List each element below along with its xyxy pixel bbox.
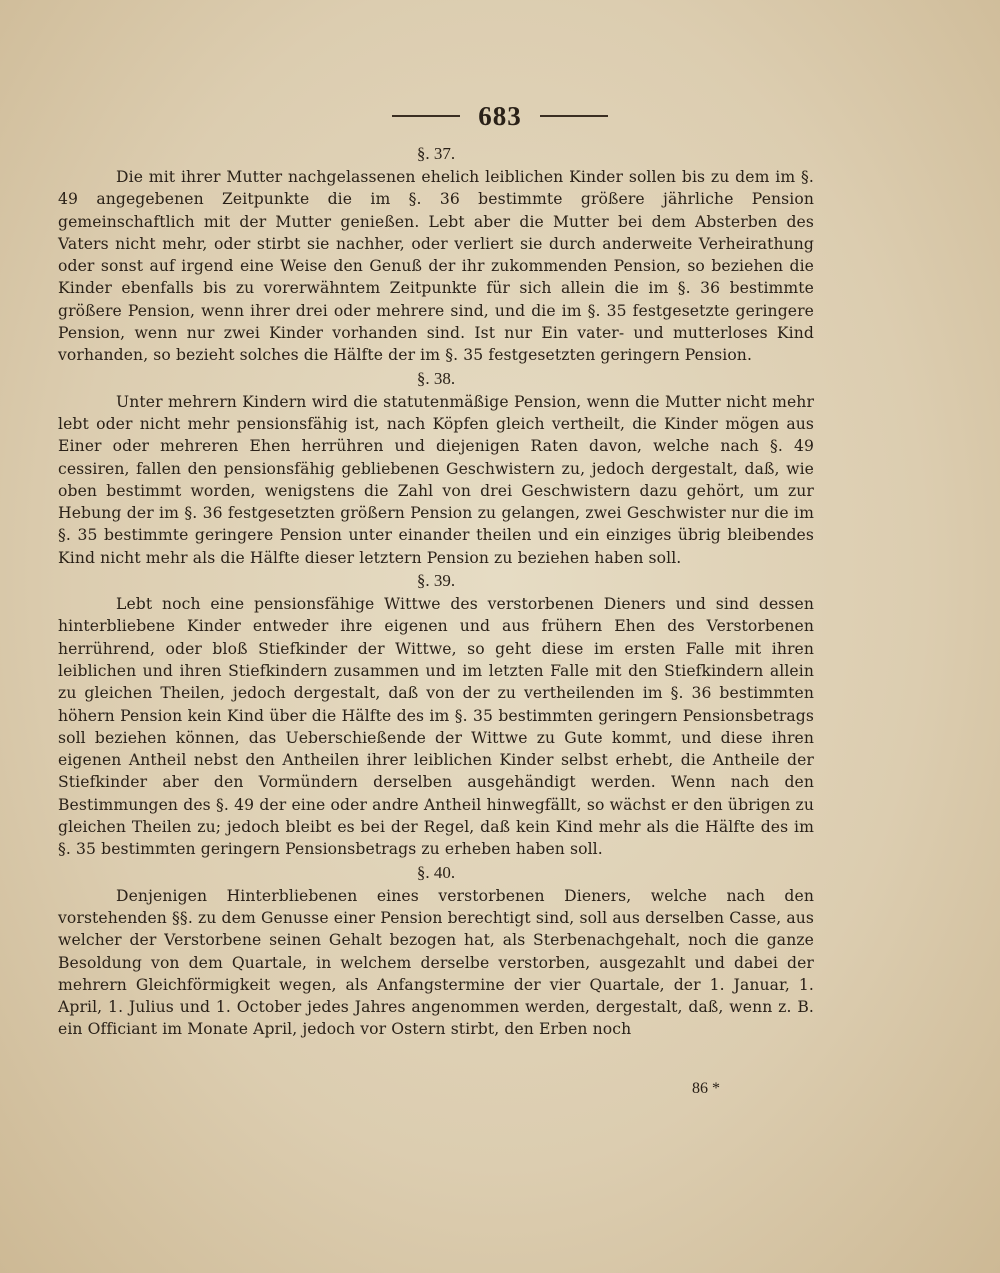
printer-signature: 86 *: [692, 1080, 720, 1097]
section-38: [58, 367, 814, 569]
section-heading: §. 39.: [416, 571, 456, 591]
page-header: [0, 96, 1000, 136]
section-heading: §. 37.: [416, 144, 456, 163]
section-39: [58, 569, 814, 861]
section-paragraph: Unter mehrern Kindern wird die statutenmäßige Pension, wenn die Mutter nicht mehr lebt oder nicht mehr pensionsfähig ist, nach Köpfen gleich vertheilt, die Kinder mögen aus Einer oder mehreren Ehen herrühren und diejenigen Raten davon, welche nach §. 49 cessiren, fallen den pensionsfähig gebliebenen Geschwistern zu, jedoch dergestalt, daß, wie oben bestimmt worden, wenigstens die Zahl von drei Geschwistern dazu gehört, um zur Hebung der im §. 36 festgesetzten größern Pension zu gelangen, zwei Geschwister nur die im §. 35 bestimmte geringere Pension unter einander theilen und ein einziges übrig bleibendes Kind nicht mehr als die Hälfte dieser letztern Pension zu beziehen haben soll.: [58, 392, 814, 567]
section-paragraph: Die mit ihrer Mutter nachgelassenen ehelich leiblichen Kinder sollen bis zu dem im §. 49 angegebenen Zeitpunkte die im §. 36 bestimmte größere jährliche Pension gemeinschaftlich mit der Mutter genießen. Lebt aber die Mutter bei dem Absterben des Vaters nicht mehr, oder stirbt sie nachher, oder verliert sie durch anderweite Verheirathung oder sonst auf irgend eine Weise den Genuß der ihr zukommenden Pension, so beziehen die Kinder ebenfalls bis zu vorerwähntem Zeitpunkte für sich allein die im §. 36 bestimmte größere Pension, wenn ihrer drei oder mehrere sind, und die im §. 35 festgesetzte geringere Pension, wenn nur zwei Kinder vorhanden sind. Ist nur Ein vater- und mutterloses Kind vorhanden, so bezieht solches die Hälfte der im §. 35 festgesetzten geringern Pension.: [58, 168, 814, 365]
header-rule-left: [392, 115, 460, 117]
header-rule-right: [540, 115, 608, 117]
section-paragraph: Lebt noch eine pensionsfähige Wittwe des verstorbenen Dieners und sind dessen hinterbliebene Kinder entweder ihre eigenen und aus frühern Ehen des Verstorbenen herrührend, oder bloß Stiefkinder der Wittwe, so geht diese im ersten Falle mit ihren leiblichen und ihren Stiefkindern zusammen und im letzten Falle mit den Stiefkindern allein zu gleichen Theilen, jedoch dergestalt, daß von der zu vertheilenden im §. 36 bestimmten höhern Pension kein Kind über die Hälfte des im §. 35 bestimmten geringern Pensionsbetrags soll beziehen können, das Ueberschießende der Wittwe zu Gute kommt, und diese ihren eigenen Antheil nebst den Antheilen ihrer leiblichen Kinder selbst erhebt, die Antheile der Stiefkinder aber den Vormündern derselben ausgehändigt werden. Wenn nach den Bestimmungen des §. 49 der eine oder andre Antheil hinwegfällt, so wächst er den übrigen zu gleichen Theilen zu; jedoch bleibt es bei der Regel, daß kein Kind mehr als die Hälfte des im §. 35 bestimmten geringern Pensionsbetrags zu erheben haben soll.: [58, 595, 814, 859]
body-text: [58, 142, 814, 1041]
page-number: 683: [478, 100, 522, 131]
section-heading: §. 40.: [416, 862, 456, 882]
section-40: [58, 861, 814, 1041]
section-heading: §. 38.: [416, 368, 456, 388]
section-paragraph: Denjenigen Hinterbliebenen eines verstorbenen Dieners, welche nach den vorstehenden §§. zu dem Genusse einer Pension berechtigt sind, soll aus derselben Casse, aus welcher der Verstorbene seinen Gehalt bezogen hat, als Sterbenachgehalt, noch die ganze Besoldung von dem Quartale, in welchem derselbe verstorben, ausgezahlt und dabei der mehrern Gleichförmigkeit wegen, als Anfangstermine der vier Quartale, der 1. Januar, 1. April, 1. Julius und 1. October jedes Jahres angenommen werden, dergestalt, daß, wenn z. B. ein Officiant im Monate April, jedoch vor Ostern stirbt, den Erben noch: [58, 886, 814, 1039]
section-37: [58, 142, 814, 367]
